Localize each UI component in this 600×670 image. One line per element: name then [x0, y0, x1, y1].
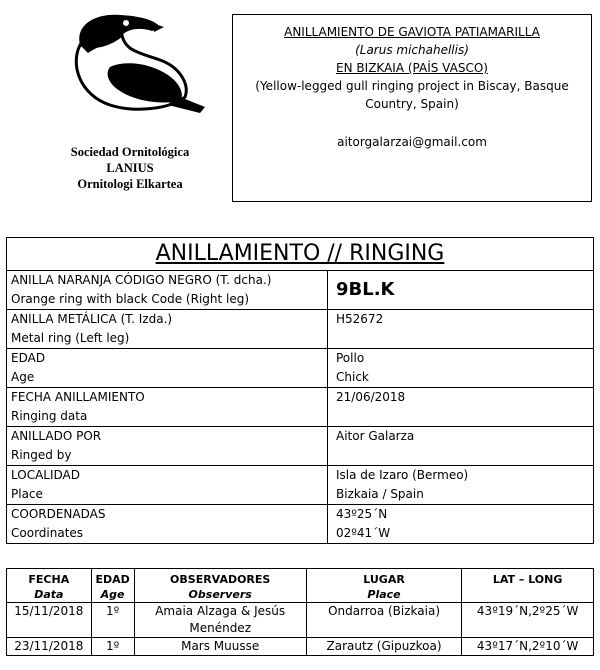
contact-email[interactable]: aitorgalarzai@gmail.com	[337, 135, 487, 149]
ringing-row-metal	[7, 310, 594, 349]
value-line-1: Isla de Izaro (Bermeo)	[336, 468, 469, 482]
logo-bird-beak	[152, 23, 164, 32]
ringing-table	[6, 237, 594, 544]
obs-date: 23/11/2018	[7, 638, 92, 656]
ringing-row-ringer	[7, 427, 594, 466]
observations-table	[6, 568, 594, 656]
project-info-box	[232, 14, 592, 202]
logo-bird-wing	[108, 63, 182, 102]
ringing-label	[7, 310, 328, 349]
table-row	[7, 638, 594, 656]
ringing-value	[328, 427, 594, 466]
ringing-row-coordinates	[7, 505, 594, 544]
society-name	[30, 144, 230, 192]
header-place: LUGAR Place	[306, 569, 461, 603]
ringing-label	[7, 466, 328, 505]
label-es: COORDENADAS	[11, 507, 106, 521]
ringing-row-date	[7, 388, 594, 427]
ringing-value	[328, 310, 594, 349]
ringing-row-code	[7, 271, 594, 310]
label-es: ANILLA NARANJA CÓDIGO NEGRO (T. dcha.)	[11, 273, 272, 287]
obs-latlong: 43º17´N,2º10´W	[462, 638, 594, 656]
ringing-label	[7, 349, 328, 388]
label-en: Metal ring (Left leg)	[11, 331, 130, 345]
ringing-value	[328, 388, 594, 427]
ringing-row-age	[7, 349, 594, 388]
value-line-1: Aitor Galarza	[336, 429, 415, 443]
ringing-heading-row	[7, 238, 594, 271]
header-observers: OBSERVADORES Observers	[134, 569, 306, 603]
header-latlong: LAT – LONG	[462, 569, 594, 603]
obs-observers: Amaia Alzaga & Jesús Menéndez	[134, 603, 306, 638]
label-en: Orange ring with black Code (Right leg)	[11, 292, 250, 306]
value-line-2	[336, 329, 589, 348]
lanius-logo	[40, 5, 210, 115]
observations-header-row	[7, 569, 594, 603]
value-line-2: 02º41´W	[336, 526, 391, 540]
ringing-row-place	[7, 466, 594, 505]
header-date: FECHA Data	[7, 569, 92, 603]
ringing-label	[7, 427, 328, 466]
label-es: LOCALIDAD	[11, 468, 80, 482]
obs-latlong: 43º19´N,2º25´W	[462, 603, 594, 638]
society-line-2: LANIUS	[106, 161, 154, 175]
label-en: Ringed by	[11, 448, 72, 462]
ringing-label	[7, 388, 328, 427]
ringing-value	[328, 505, 594, 544]
table-row	[7, 603, 594, 638]
project-title: ANILLAMIENTO DE GAVIOTA PATIAMARILLA	[284, 25, 540, 39]
ringing-value	[328, 466, 594, 505]
obs-place: Zarautz (Gipuzkoa)	[306, 638, 461, 656]
value-line-2: Bizkaia / Spain	[336, 487, 424, 501]
label-en: Age	[11, 370, 35, 384]
label-es: EDAD	[11, 351, 46, 365]
project-english: (Yellow-legged gull ringing project in Biscay, Basque Country, Spain)	[255, 79, 569, 111]
header-age: EDAD Age	[91, 569, 134, 603]
value-line-1: 21/06/2018	[336, 390, 406, 404]
label-en: Ringing data	[11, 409, 88, 423]
society-line-1: Sociedad Ornitológica	[70, 145, 190, 159]
ring-code: 9BL.K	[328, 271, 594, 310]
label-es: ANILLADO POR	[11, 429, 102, 443]
obs-date: 15/11/2018	[7, 603, 92, 638]
ringing-label	[7, 505, 328, 544]
label-es: FECHA ANILLAMIENTO	[11, 390, 145, 404]
logo-bird-eye	[123, 20, 129, 26]
label-en: Place	[11, 487, 43, 501]
value-line-1: H52672	[336, 312, 384, 326]
value-line-2: Chick	[336, 370, 369, 384]
obs-age: 1º	[91, 603, 134, 638]
obs-age: 1º	[91, 638, 134, 656]
obs-observers: Mars Muusse	[134, 638, 306, 656]
project-species: (Larus michahellis)	[355, 43, 469, 57]
label-es: ANILLA METÁLICA (T. Izda.)	[11, 312, 173, 326]
ringing-label	[7, 271, 328, 310]
society-line-3: Ornitologi Elkartea	[77, 177, 183, 191]
value-line-1: Pollo	[336, 351, 365, 365]
ringing-value	[328, 349, 594, 388]
label-en: Coordinates	[11, 526, 84, 540]
project-region: EN BIZKAIA (PAÍS VASCO)	[336, 61, 488, 75]
logo-bird-tail	[168, 95, 205, 113]
value-line-1: 43º25´N	[336, 507, 388, 521]
obs-place: Ondarroa (Bizkaia)	[306, 603, 461, 638]
ringing-heading: ANILLAMIENTO // RINGING	[7, 238, 594, 271]
